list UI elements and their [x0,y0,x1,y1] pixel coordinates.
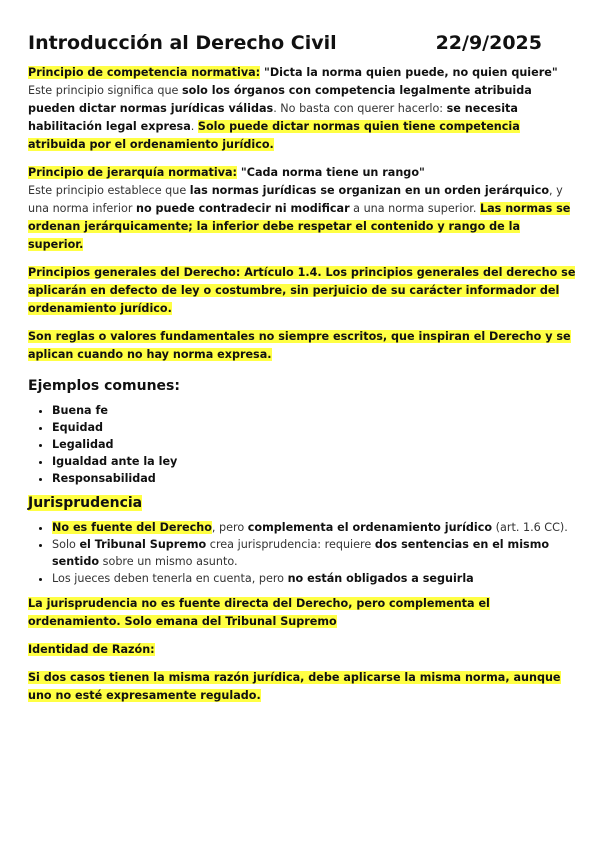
jurisprudencia-heading [28,495,576,511]
paragraph-competencia [28,64,576,154]
paragraph-reglas [28,328,576,364]
bold-segment: complementa el ordenamiento jurídico [247,521,493,534]
text-segment: Este principio significa que [28,84,182,97]
text-segment: Los jueces deben tenerla en cuenta, pero [52,572,288,585]
jurisprudencia-heading-text: Jurisprudencia [28,495,143,511]
list-item: • Responsabilidad [52,470,576,487]
paragraph-jerarquia [28,164,576,254]
document-page [28,32,576,715]
identidad-heading-text: Identidad de Razón: [28,643,155,656]
text-segment: , y una norma inferior [28,184,563,215]
bold-segment: las normas jurídicas se organizan en un orden jerárquico [189,184,550,197]
examples-list [28,402,576,487]
bold-segment: se necesita habilitación legal expresa [28,102,518,133]
identidad-text: Si dos casos tienen la misma razón jurídica, debe aplicarse la misma norma, aunque uno no esté expresamente regulado. [28,671,561,702]
competencia-summary: Solo puede dictar normas quien tiene competencia atribuida por el ordenamiento jurídico. [28,120,520,151]
text-segment: , pero [211,521,248,534]
bold-segment: No es fuente del Derecho [52,521,212,534]
document-date: 22/9/2025 [435,32,542,54]
list-item: • Buena fe [52,402,576,419]
bold-segment: no puede contradecir ni modificar [135,202,350,215]
document-header [28,32,576,54]
jerarquia-summary: Las normas se ordenan jerárquicamente; la inferior debe respetar el contenido y rango de la superior. [28,202,571,251]
list-item [52,519,576,536]
paragraph-identidad [28,669,576,705]
principios-generales-text: Principios generales del Derecho: Artículo 1.4. Los principios generales del derecho se aplicarán en defecto de ley o costumbre, sin perjuicio de su carácter informador del ordenamiento jurídico. [28,266,576,315]
list-item: • Equidad [52,419,576,436]
document-title: Introducción al Derecho Civil [28,32,337,54]
text-segment: Este principio establece que [28,184,190,197]
list-item: • Igualdad ante la ley [52,453,576,470]
jurisprudencia-summary-text: La jurisprudencia no es fuente directa del Derecho, pero complementa el ordenamiento. Solo emana del Tribunal Supremo [28,597,490,628]
bold-segment: no están obligados a seguirla [287,572,474,585]
text-segment: crea jurisprudencia: requiere [206,538,375,551]
text-segment: . No basta con querer hacerlo: [273,102,447,115]
identidad-heading [28,641,576,659]
bold-segment: solo los órganos con competencia legalmente atribuida pueden dictar normas jurídicas válidas [28,84,532,115]
text-segment: Solo [52,538,80,551]
text-segment: . [190,120,198,133]
list-item [52,570,576,587]
text-segment: sobre un mismo asunto. [99,555,238,568]
competencia-heading: Principio de competencia normativa: [28,66,261,79]
bold-segment: el Tribunal Supremo [79,538,207,551]
bold-segment: dos sentencias en el mismo sentido [52,538,550,568]
competencia-quote: "Dicta la norma quien puede, no quien quiere" [260,66,558,79]
jurisprudencia-list [28,519,576,587]
jerarquia-quote: "Cada norma tiene un rango" [237,166,425,179]
text-segment: a una norma superior. [349,202,480,215]
paragraph-principios-generales [28,264,576,318]
list-item [52,536,576,570]
paragraph-jurisprudencia-summary [28,595,576,631]
list-item: • Legalidad [52,436,576,453]
reglas-text: Son reglas o valores fundamentales no siempre escritos, que inspiran el Derecho y se aplican cuando no hay norma expresa. [28,330,571,361]
jerarquia-heading: Principio de jerarquía normativa: [28,166,238,179]
examples-heading: Ejemplos comunes: [28,378,180,394]
text-segment: (art. 1.6 CC). [492,521,568,534]
